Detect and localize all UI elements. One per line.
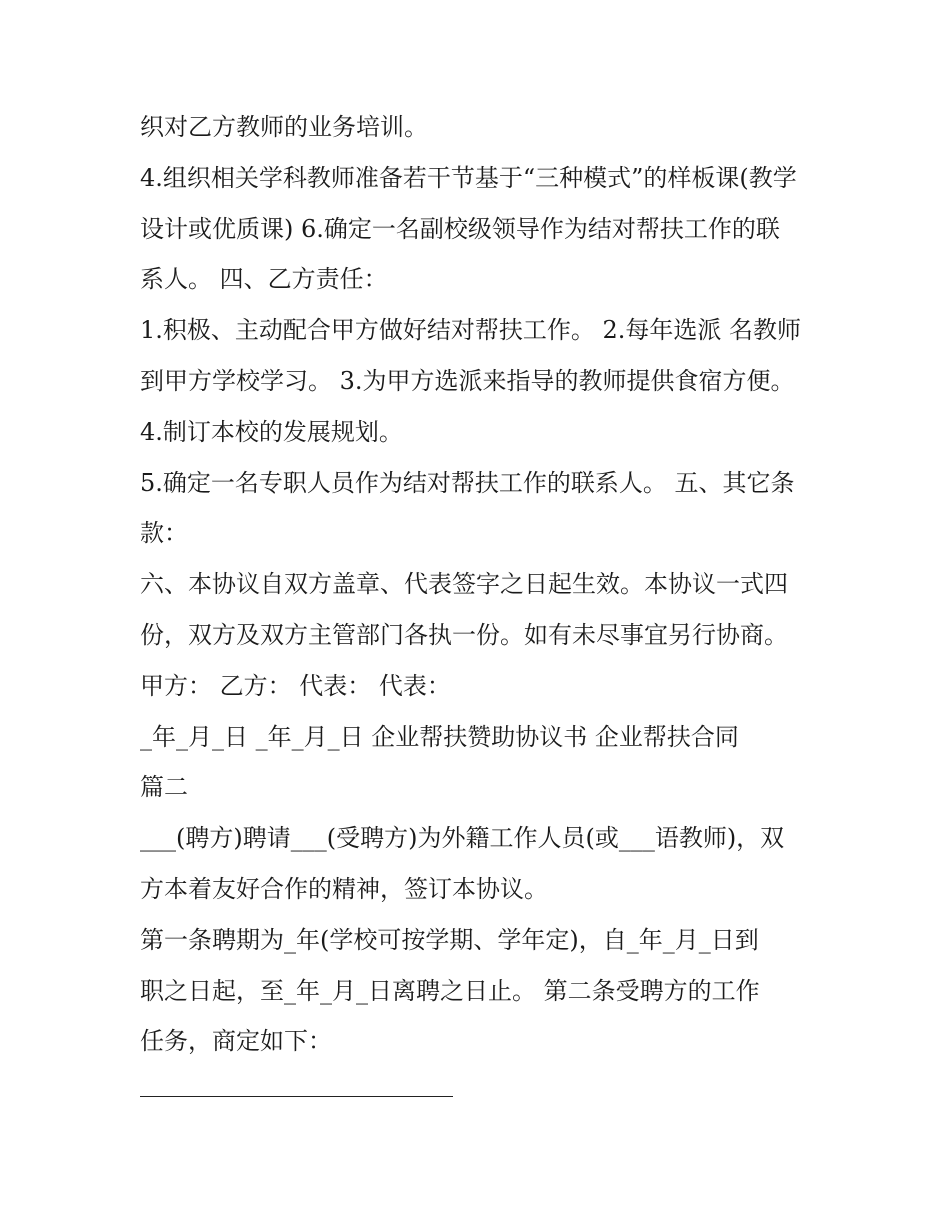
text-line: 到甲方学校学习。 3.为甲方选派来指导的教师提供食宿方便。 xyxy=(140,366,795,395)
text-line: 1.积极、主动配合甲方做好结对帮扶工作。 2.每年选派 名教师 xyxy=(140,316,802,345)
text-line: 职之日起，至_年_月_日离聘之日止。 第二条受聘方的工作 xyxy=(140,976,760,1005)
text-line: _年_月_日 _年_月_日 企业帮扶赞助协议书 企业帮扶合同 xyxy=(140,722,739,751)
document-body xyxy=(140,102,820,1067)
text-line: 织对乙方教师的业务培训。 xyxy=(140,113,428,141)
text-line: 甲方： 乙方： 代表： 代表： xyxy=(140,671,451,700)
text-line: 六、本协议自双方盖章、代表签字之日起生效。本协议一式四 xyxy=(140,570,788,599)
text-line: ___(聘方)聘请___(受聘方)为外籍工作人员(或___语教师)，双 xyxy=(140,824,785,853)
text-line: 任务，商定如下： xyxy=(140,1027,332,1056)
text-line: 4.制订本校的发展规划。 xyxy=(140,417,403,446)
text-line: 篇二 xyxy=(140,773,188,802)
text-line: 款： xyxy=(140,519,188,548)
text-line: 系人。 四、乙方责任： xyxy=(140,265,388,294)
text-line: 份，双方及双方主管部门各执一份。如有未尽事宜另行协商。 xyxy=(140,620,788,649)
text-line: 5.确定一名专职人员作为结对帮扶工作的联系人。 五、其它条 xyxy=(140,468,795,497)
fill-in-underline xyxy=(140,1096,453,1097)
text-line: 4.组织相关学科教师准备若干节基于“三种模式”的样板课(教学 xyxy=(140,163,797,192)
text-line: 设计或优质课) 6.确定一名副校级领导作为结对帮扶工作的联 xyxy=(140,214,780,243)
text-line: 第一条聘期为_年(学校可按学期、学年定)，自_年_月_日到 xyxy=(140,925,759,954)
text-line: 方本着友好合作的精神，签订本协议。 xyxy=(140,874,548,903)
